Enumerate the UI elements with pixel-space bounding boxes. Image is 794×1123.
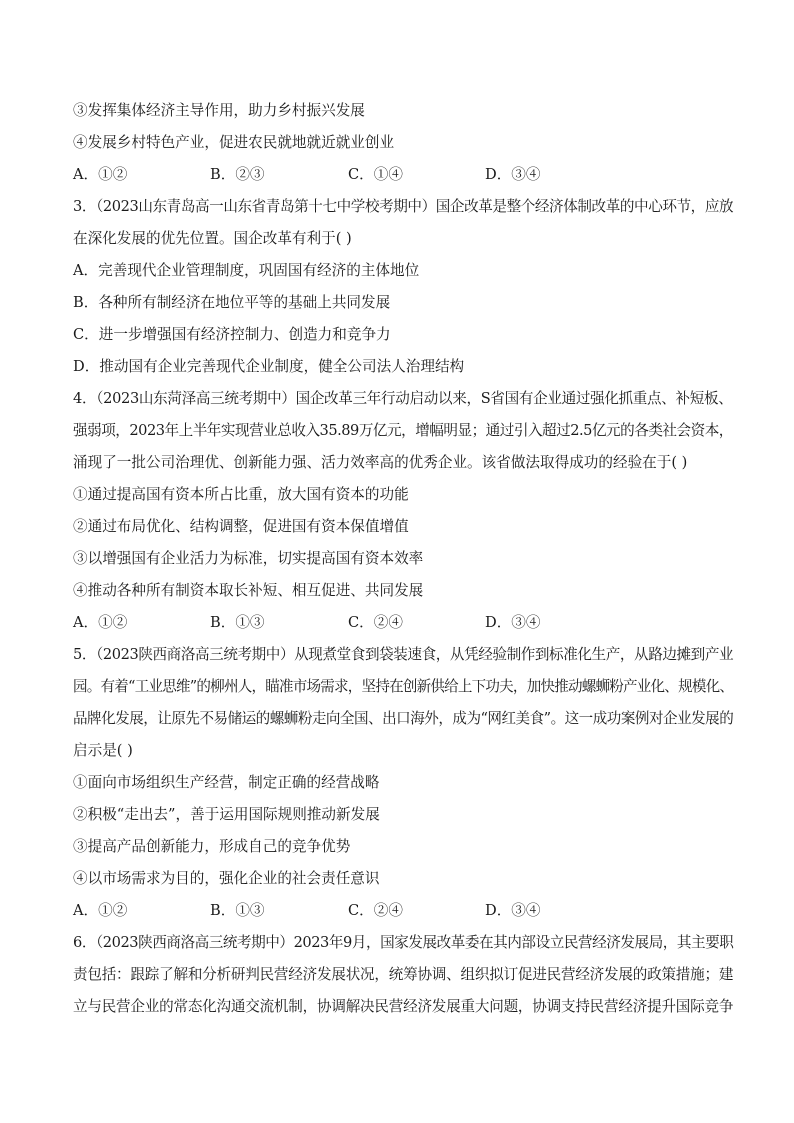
q5-item-4: ④以市场需求为目的，强化企业的社会责任意识 bbox=[73, 870, 380, 887]
q4-option-b: B．①③ bbox=[210, 614, 265, 631]
q2-option-a: A．①② bbox=[73, 166, 128, 183]
q2-options bbox=[73, 165, 733, 185]
q5-stem-line-3: 品牌化发展，让原先不易储运的螺蛳粉走向全国、出口海外，成为“网红美食”。这一成功案例对企业发展的 bbox=[73, 710, 734, 727]
q4-item-3: ③以增强国有企业活力为标准，切实提高国有资本效率 bbox=[73, 550, 424, 567]
q4-stem-line-2: 强弱项，2023年上半年实现营业总收入35.89万亿元，增幅明显；通过引入超过2.5亿元的各类社会资本， bbox=[73, 422, 733, 439]
q3-option-a: A．完善现代企业管理制度，巩固国有经济的主体地位 bbox=[73, 262, 420, 279]
q5-option-c: C．②④ bbox=[348, 902, 403, 919]
q5-stem-line-1: 5．（2023陕西商洛高三统考期中）从现煮堂食到袋装速食，从凭经验制作到标准化生产，从路边摊到产业 bbox=[73, 646, 734, 663]
q4-option-a: A．①② bbox=[73, 614, 128, 631]
q3-stem-line-2: 在深化发展的优先位置。国企改革有利于( ) bbox=[73, 230, 352, 247]
q5-option-b: B．①③ bbox=[210, 902, 265, 919]
q4-stem-line-1: 4．（2023山东菏泽高三统考期中）国企改革三年行动启动以来，S省国有企业通过强化抓重点、补短板、 bbox=[73, 390, 733, 407]
q4-item-4: ④推动各种所有制资本取长补短、相互促进、共同发展 bbox=[73, 582, 424, 599]
q5-stem-line-4: 启示是( ) bbox=[73, 742, 133, 759]
q5-item-1: ①面向市场组织生产经营，制定正确的经营战略 bbox=[73, 774, 380, 791]
q2-option-c: C．①④ bbox=[348, 166, 403, 183]
q3-option-b: B．各种所有制经济在地位平等的基础上共同发展 bbox=[73, 294, 391, 311]
q5-stem-line-2: 园。有着“工业思维”的柳州人，瞄准市场需求，坚持在创新供给上下功夫，加快推动螺蛳粉产业化、规模化、 bbox=[73, 678, 734, 695]
q3-stem-line-1: 3．（2023山东青岛高一山东省青岛第十七中学校考期中）国企改革是整个经济体制改革的中心环节，应放 bbox=[73, 198, 734, 215]
q6-stem-line-1: 6．（2023陕西商洛高三统考期中）2023年9月，国家发展改革委在其内部设立民营经济发展局，其主要职 bbox=[73, 934, 734, 951]
q4-stem-line-3: 涌现了一批公司治理优、创新能力强、活力效率高的优秀企业。该省做法取得成功的经验在于( ) bbox=[73, 454, 688, 471]
q5-item-3: ③提高产品创新能力，形成自己的竞争优势 bbox=[73, 838, 351, 855]
q6-stem-line-3: 立与民营企业的常态化沟通交流机制，协调解决民营经济发展重大问题，协调支持民营经济提升国际竞争 bbox=[73, 998, 734, 1015]
q2-option-d: D．③④ bbox=[485, 166, 541, 183]
q4-option-c: C．②④ bbox=[348, 614, 403, 631]
q6-stem-line-2: 责包括：跟踪了解和分析研判民营经济发展状况，统筹协调、组织拟订促进民营经济发展的政策措施；建 bbox=[73, 966, 734, 983]
q5-item-2: ②积极“走出去”，善于运用国际规则推动新发展 bbox=[73, 806, 380, 823]
q5-option-d: D．③④ bbox=[485, 902, 541, 919]
q3-option-d: D．推动国有企业完善现代企业制度，健全公司法人治理结构 bbox=[73, 358, 465, 375]
q2-item-4: ④发展乡村特色产业，促进农民就地就近就业创业 bbox=[73, 134, 395, 151]
q4-option-d: D．③④ bbox=[485, 614, 541, 631]
q2-option-b: B．②③ bbox=[210, 166, 265, 183]
q4-item-2: ②通过布局优化、结构调整，促进国有资本保值增值 bbox=[73, 518, 409, 535]
q3-option-c: C．进一步增强国有经济控制力、创造力和竞争力 bbox=[73, 326, 391, 343]
q2-item-3: ③发挥集体经济主导作用，助力乡村振兴发展 bbox=[73, 102, 365, 119]
q5-options bbox=[73, 901, 733, 921]
q5-option-a: A．①② bbox=[73, 902, 128, 919]
q4-item-1: ①通过提高国有资本所占比重，放大国有资本的功能 bbox=[73, 486, 409, 503]
q4-options bbox=[73, 613, 733, 633]
